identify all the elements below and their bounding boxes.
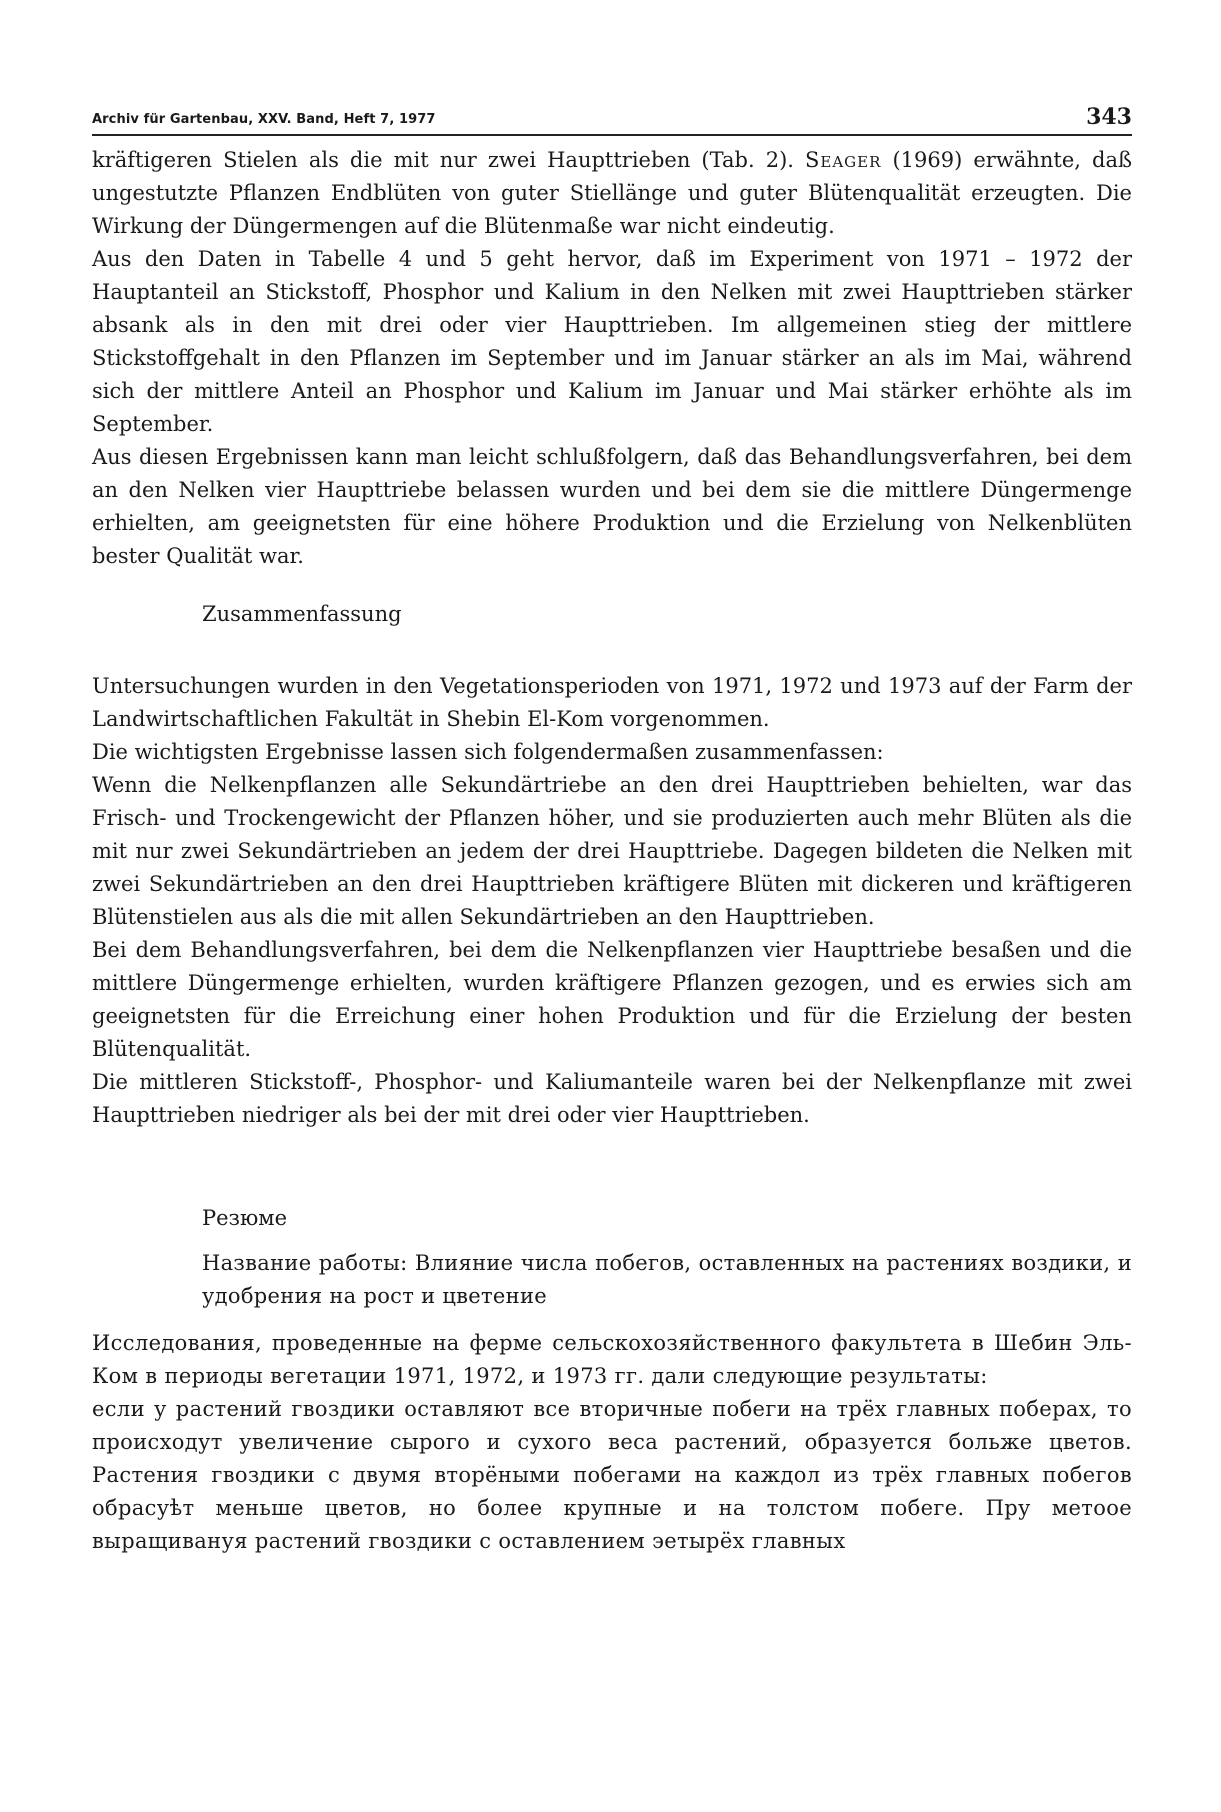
- journal-citation: Archiv für Gartenbau, XXV. Band, Heft 7, 1977: [92, 112, 436, 127]
- resume-text: [92, 1327, 1132, 1558]
- resume-heading: Резюме: [202, 1206, 288, 1230]
- paragraph: Aus den Daten in Tabelle 4 und 5 geht hervor, daß im Experiment von 1971 – 1972 der Hauptanteil an Stickstoff, Phosphor und Kalium in den Nelken mit zwei Haupttrieben stärker absank als in den mit drei oder vier Haupttrieben. Im allgemeinen stieg der mittlere Stickstoffgehalt in den Pflanzen im September und im Januar stärker an als im Mai, während sich der mittlere Anteil an Phosphor und Kalium im Januar und Mai stärker erhöhte als im September.: [92, 247, 1132, 436]
- paragraph: kräftigeren Stielen als die mit nur zwei Haupttrieben (Tab. 2). Seager (1969) erwähnte, daß ungestutzte Pflanzen Endblüten von guter Stiellänge und guter Blütenqualität erzeugten. Die Wirkung der Düngermengen auf die Blütenmaße war nicht eindeutig.: [92, 148, 1132, 238]
- page: [92, 104, 1132, 1558]
- resume-title: Название работы: Влияние числа побегов, оставленных на растениях воздики, и удобрения на рост и цветение: [202, 1251, 1132, 1308]
- paragraph: Исследования, проведенные на ферме сельскохозяйственного факультета в Шебин Эль-Ком в периоды вегетации 1971, 1972, и 1973 гг. дали следующие результаты:: [92, 1331, 1132, 1388]
- paragraph: Wenn die Nelkenpflanzen alle Sekundärtriebe an den drei Haupttrieben behielten, war das Frisch- und Trockengewicht der Pflanzen höher, und sie produzierten auch mehr Blüten als die mit nur zwei Sekundärtrieben an jedem der drei Haupttriebe. Dagegen bildeten die Nelken mit zwei Sekundärtrieben an den drei Haupttrieben kräftigere Blüten mit dickeren und kräftigeren Blütenstielen aus als die mit allen Sekundärtrieben an den Haupttrieben.: [92, 773, 1132, 929]
- paragraph: если у растений гвоздики оставляют все вторичные побеги на трёх главных поберах, то происходут увеличение сырого и сухого веса растений, образуется больже цветов. Растения гвоздики с двумя вторёными побегами на каждол из трёх главных побегов обрасуѣт меньше цветов, но более крупные и на толстом побеге. Пру метоое выращивануя растений гвоздики с оставлением эетырёх главных: [92, 1397, 1132, 1553]
- paragraph: Untersuchungen wurden in den Vegetationsperioden von 1971, 1972 und 1973 auf der Farm der Landwirtschaftlichen Fakultät in Shebin El-Kom vorgenommen.: [92, 674, 1132, 731]
- summary-heading: Zusammenfassung: [202, 602, 402, 626]
- intro-text: [92, 144, 1132, 573]
- paragraph: Die wichtigsten Ergebnisse lassen sich folgendermaßen zusammenfassen:: [92, 740, 884, 764]
- summary-text: [92, 670, 1132, 1132]
- author-name: Seager: [805, 148, 882, 172]
- page-number: 343: [1086, 104, 1132, 130]
- paragraph: Aus diesen Ergebnissen kann man leicht schlußfolgern, daß das Behandlungsverfahren, bei dem an den Nelken vier Haupttriebe belassen wurden und bei dem sie die mittlere Düngermenge erhielten, am geeignetsten für eine höhere Produktion und die Erzielung von Nelkenblüten bester Qualität war.: [92, 445, 1132, 568]
- running-header: [92, 104, 1132, 136]
- paragraph: Die mittleren Stickstoff-, Phosphor- und Kaliumanteile waren bei der Nelkenpflanze mit zwei Haupttrieben niedriger als bei der mit drei oder vier Haupttrieben.: [92, 1070, 1132, 1127]
- paragraph: Bei dem Behandlungsverfahren, bei dem die Nelkenpflanzen vier Haupttriebe besaßen und die mittlere Düngermenge erhielten, wurden kräftigere Pflanzen gezogen, und es erwies sich am geeignetsten für die Erreichung einer hohen Produktion und für die Erzielung der besten Blütenqualität.: [92, 938, 1132, 1061]
